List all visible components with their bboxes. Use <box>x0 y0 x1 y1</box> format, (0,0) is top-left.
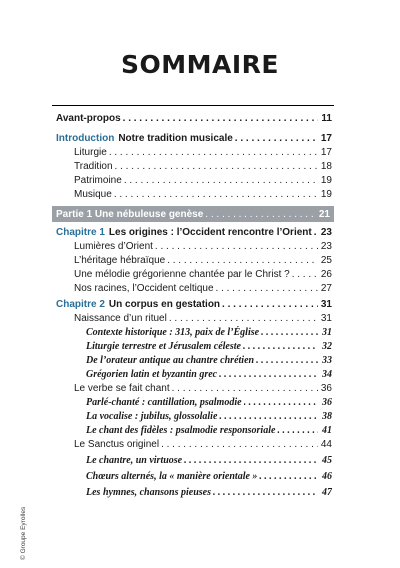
toc-entry-chant-fideles[interactable]: Le chant des fidèles : psalmodie responsoriale . . . 41 <box>86 424 332 438</box>
toc-entry-racines[interactable]: Nos racines, l’Occident celtique . . . 27 <box>74 282 332 296</box>
toc-entry-sanctus[interactable]: Le Sanctus originel . . . 44 <box>74 438 332 452</box>
toc-entry-choeurs[interactable]: Chœurs alternés, la « manière orientale » . . . 46 <box>86 470 332 484</box>
toc-entry-parle-chante[interactable]: Parlé-chanté : cantillation, psalmodie . . . 36 <box>86 396 332 410</box>
toc-entry-heritage[interactable]: L’héritage hébraïque . . . 25 <box>74 254 332 268</box>
copyright-side-note: © Groupe Eyrolles <box>20 506 27 560</box>
page-title: SOMMAIRE <box>121 50 279 79</box>
toc-part-1-band[interactable]: Partie 1 Une nébuleuse genèse . . . 21 <box>52 206 334 222</box>
toc-entry-vocalise[interactable]: La vocalise : jubilus, glossolalie . . . 38 <box>86 410 332 424</box>
toc-entry-verbe[interactable]: Le verbe se fait chant . . . 36 <box>74 382 332 396</box>
toc-entry-orateur[interactable]: De l’orateur antique au chantre chrétien . . . 33 <box>86 354 332 368</box>
toc-entry-musique[interactable]: Musique . . . 19 <box>74 188 332 202</box>
toc-entry-contexte[interactable]: Contexte historique : 313, paix de l’Église . . . 31 <box>86 326 332 340</box>
toc-entry-tradition[interactable]: Tradition . . . 18 <box>74 160 332 174</box>
toc-entry-chapitre-2[interactable]: Chapitre 2 Un corpus en gestation . . . 31 <box>56 298 332 312</box>
toc-entry-liturgie[interactable]: Liturgie . . . 17 <box>74 146 332 160</box>
toc-entry-introduction[interactable]: Introduction Notre tradition musicale . . . 17 <box>56 132 332 146</box>
toc-entry-chantre[interactable]: Le chantre, un virtuose . . . 45 <box>86 454 332 468</box>
toc-entry-chapitre-1[interactable]: Chapitre 1 Les origines : l’Occident rencontre l’Orient . . . 23 <box>56 226 332 240</box>
toc-entry-liturgie-terrestre[interactable]: Liturgie terrestre et Jérusalem céleste . . . 32 <box>86 340 332 354</box>
toc-entry-hymnes[interactable]: Les hymnes, chansons pieuses . . . 47 <box>86 486 332 500</box>
toc-entry-gregorien[interactable]: Grégorien latin et byzantin grec . . . 34 <box>86 368 332 382</box>
toc-entry-lumieres[interactable]: Lumières d’Orient . . . 23 <box>74 240 332 254</box>
top-rule <box>52 105 334 106</box>
toc-entry-melodie[interactable]: Une mélodie grégorienne chantée par le Christ ? . . . 26 <box>74 268 332 282</box>
toc-entry-naissance[interactable]: Naissance d’un rituel . . . 31 <box>74 312 332 326</box>
toc-entry-avant-propos[interactable]: Avant-propos . . . 11 <box>56 112 332 126</box>
toc-entry-patrimoine[interactable]: Patrimoine . . . 19 <box>74 174 332 188</box>
